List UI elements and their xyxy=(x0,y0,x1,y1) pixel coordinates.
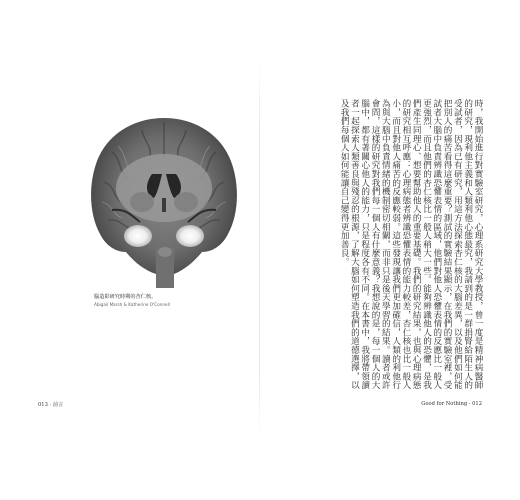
figure-caption-credit: Abigail Marsh & Katherine O'Connell xyxy=(94,302,170,307)
page-gutter xyxy=(259,60,260,440)
figure-caption-title: 腦造影研究時期的杏仁核。 xyxy=(94,294,157,300)
brain-scan-image xyxy=(82,112,246,290)
body-text: 時，我開始進行對實驗室研究，心理系研究大學教授，曾一度是精神病醫師的研究，現利他主義和人類利他心態最究，我請到的是一群捐腎給陌生人的受試者，因為已有研究，用這方法探索杏仁核的大腦差異，以及他們如何能把別人的痛苦看得這麼重要？測試的實驗結果顯示，在我們的實驗室裡，受試者大腦中負責辨識恐懼表情的區域，他們對他人恐懼表情的反應比一般人更強烈，而且他們的杏仁核比一般人稍大一些。能夠辨識他人的恐懼，是我們產生同理心、想要幫助他人的重要基礎。我們的研究結果，也與心理病態的研究相互呼應：心理病態者辨識恐懼表情的能力較差，杏仁核也比一般人小，而且對他人痛苦的反應較弱。這些發現讓我們更加確信，人類的利他行為與大腦中負責情緒的機制密切相關，而非只是後天學習的結果。讀者或許會問，這樣的研究對我們每一個人有什麼意義？我想說的是，每一個人的大腦中，都有著關心他人的能力，只是程度各有不同。在本書中，我將帶領讀者一起探索人類善良與殘忍的根源，了解大腦如何塑造我們的道德選擇，以及我們每個人如何能讓自己變得更加善良。 xyxy=(339,99,483,390)
right-page-folio: Good for Nothing · 012 xyxy=(421,401,482,407)
left-page-folio: 013 · 前言 xyxy=(38,402,64,408)
figure-caption xyxy=(94,294,244,308)
right-page-body xyxy=(283,99,483,390)
brain-scan-figure xyxy=(82,112,246,290)
